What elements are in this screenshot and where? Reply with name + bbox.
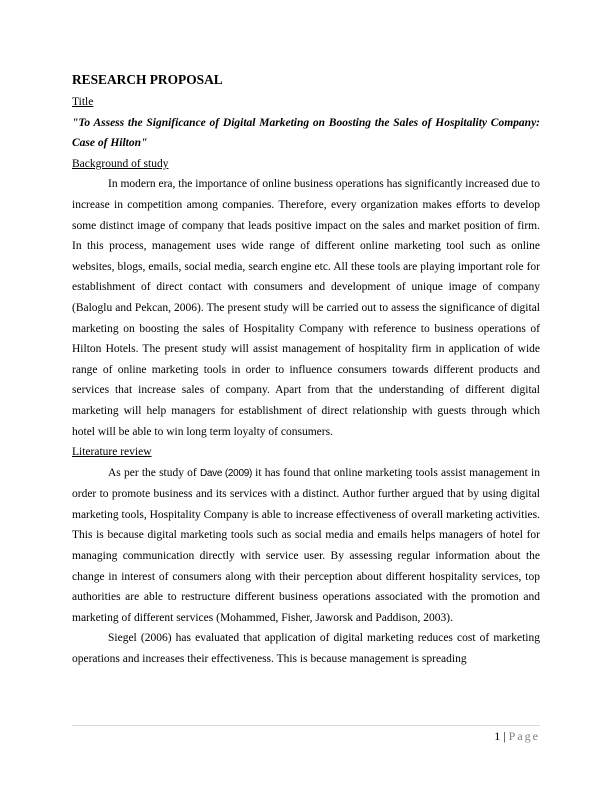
proposal-title: "To Assess the Significance of Digital Marketing on Boosting the Sales of Hospitality Company: Case of Hilton" xyxy=(72,116,540,150)
page-heading: RESEARCH PROPOSAL xyxy=(72,72,223,87)
literature-p1-rest: it has found that online marketing tools assist management in order to promote business and its services with a distinct. Author further argued that by using digital marketing tools, Hospitality Company is able to increase effectiveness of overall marketing activities. This is because digital marketing tools such as social media and emails helps managers of hotel for managing communication directly with service user. By assessing regular information about the change in interest of consumers along with their perception about different hospitality services, top authorities are able to restructure different business operations associated with the promotion and marketing of different services (Mohammed, Fisher, Jaworsk and Paddison, 2003). xyxy=(72,466,540,624)
literature-paragraph-2: Siegel (2006) has evaluated that application of digital marketing reduces cost of marketing operations and increases their effectiveness. This is because management is spreading xyxy=(72,632,540,666)
document-page xyxy=(72,70,540,670)
literature-p1-lead: As per the study of xyxy=(108,466,200,479)
footer-separator: | xyxy=(500,729,509,743)
background-paragraph: In modern era, the importance of online business operations has significantly increased due to increase in competition among companies. Therefore, every organization makes efforts to develop some distinct image of company that leads positive impact on the sales and market position of firm. In this process, management uses wide range of different online marketing tool such as online websites, blogs, emails, social media, search engine etc. All these tools are playing important role for establishment of direct contact with consumers and development of unique image of company (Baloglu and Pekcan, 2006). The present study will be carried out to assess the significance of digital marketing on boosting the sales of Hospitality Company with reference to business operations of Hilton Hotels. The present study will assist management of hospitality firm in application of wide range of online marketing tools in order to influence consumers towards different products and services that increase sales of company. Apart from that the understanding of different digital marketing will help managers for establishment of direct relationship with guests through which hotel will be able to win long term loyalty of consumers. xyxy=(72,178,540,438)
literature-label: Literature review xyxy=(72,446,152,459)
literature-paragraph-1 xyxy=(72,463,540,629)
dave-citation: Dave (2009) xyxy=(199,467,252,479)
footer-divider xyxy=(72,725,540,726)
page-number: 1 xyxy=(494,729,501,743)
page-word: Page xyxy=(508,729,540,743)
title-label: Title xyxy=(72,96,94,108)
background-label: Background of study xyxy=(72,157,169,170)
page-footer xyxy=(494,729,540,743)
